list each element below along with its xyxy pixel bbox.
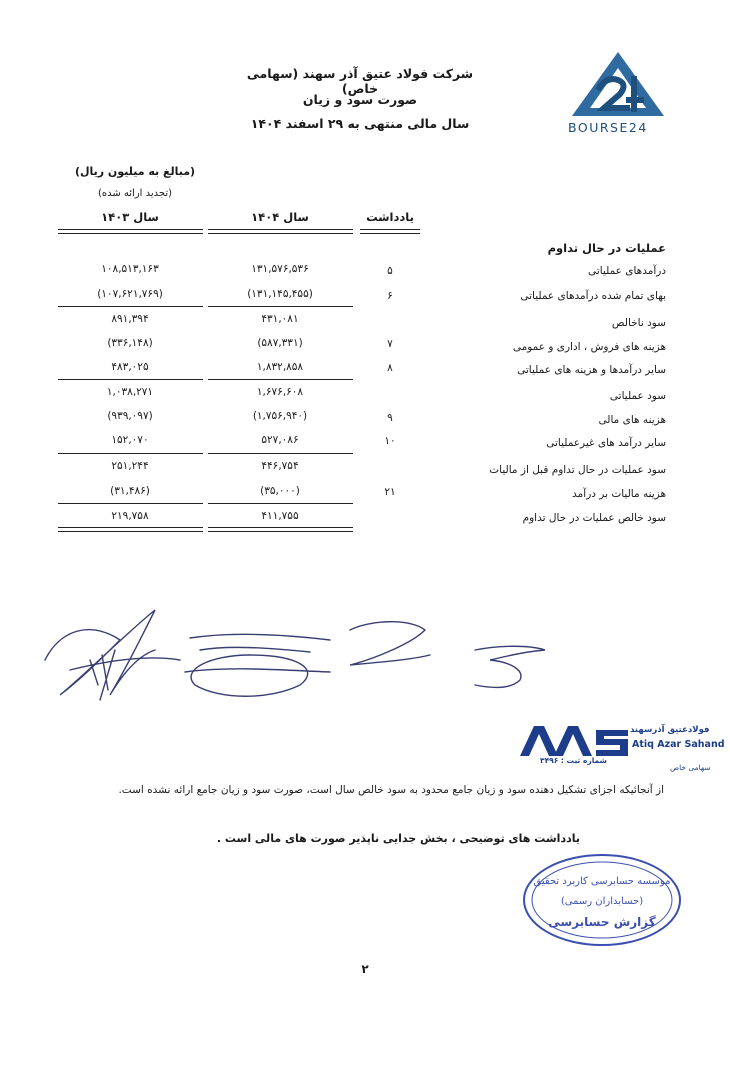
total-double-rule <box>208 527 353 532</box>
row-label: بهای تمام شده درآمدهای عملیاتی <box>520 290 666 302</box>
header-rule-1403 <box>58 229 203 234</box>
row-note: ۲۱ <box>384 486 396 498</box>
row-value-1403: (۹۳۹,۰۹۷) <box>107 410 153 422</box>
row-value-1403: ۲۵۱,۲۴۴ <box>111 460 149 472</box>
row-value-1403: ۲۱۹,۷۵۸ <box>111 510 149 522</box>
subtotal-rule <box>208 503 353 504</box>
period-title: سال مالی منتهی به ۲۹ اسفند ۱۴۰۴ <box>250 116 470 131</box>
row-value-1403: ۸۹۱,۳۹۴ <box>111 313 149 325</box>
total-double-rule <box>58 527 203 532</box>
subtotal-rule <box>208 306 353 307</box>
row-value-1403: ۴۸۳,۰۲۵ <box>111 361 149 373</box>
row-value-1404: ۴۴۶,۷۵۴ <box>261 460 299 472</box>
seal-company-type: سهامی خاص <box>670 763 711 772</box>
stamp-line2: (حسابداران رسمی) <box>560 896 644 907</box>
row-value-1404: ۱,۶۷۶,۶۰۸ <box>256 386 304 398</box>
row-value-1404: ۱,۸۳۲,۸۵۸ <box>256 361 304 373</box>
bourse24-logo <box>568 50 668 138</box>
company-seal <box>518 722 725 772</box>
row-value-1403: ۱,۰۳۸,۲۷۱ <box>106 386 154 398</box>
company-name: شرکت فولاد عتیق آذر سهند (سهامی خاص) <box>246 66 474 96</box>
row-value-1403: (۳۱,۴۸۶) <box>110 485 150 497</box>
row-note: ۶ <box>387 290 393 302</box>
row-note: ۷ <box>387 338 393 350</box>
column-header-note: یادداشت <box>366 210 414 224</box>
subtotal-rule <box>208 379 353 380</box>
row-label: درآمدهای عملیاتی <box>588 265 666 277</box>
row-value-1403: (۳۳۶,۱۴۸) <box>107 337 153 349</box>
subtotal-rule <box>58 379 203 380</box>
unit-note: (مبالغ به میلیون ریال) <box>74 165 196 178</box>
row-label: سود عملیاتی <box>609 390 666 402</box>
row-note: ۵ <box>387 265 393 277</box>
row-label: سایر درآمد های غیرعملیاتی <box>546 437 666 449</box>
restated-note: (تجدید ارائه شده) <box>97 188 173 199</box>
seal-persian-name: فولادعتیق آذرسهند <box>630 725 710 735</box>
aas-logo-icon <box>518 722 630 758</box>
row-label: هزینه مالیات بر درآمد <box>572 488 666 500</box>
row-value-1404: ۴۱۱,۷۵۵ <box>261 510 299 522</box>
bourse24-logo-text: BOURSE24 <box>568 120 648 135</box>
header-rule-1404 <box>208 229 353 234</box>
row-note: ۹ <box>387 412 393 424</box>
row-label: هزینه های فروش ، اداری و عمومی <box>512 341 666 353</box>
seal-registration: شماره ثبت : ۳۴۹۶ <box>540 756 607 765</box>
row-note: ۸ <box>387 362 393 374</box>
subtotal-rule <box>58 453 203 454</box>
row-value-1404: ۱۳۱,۵۷۶,۵۳۶ <box>251 263 309 275</box>
notes-notice: یادداشت های توضیحی ، بخش جدایی ناپذیر صورت های مالی است . <box>216 832 580 845</box>
section-title: عملیات در حال تداوم <box>547 241 666 255</box>
page-number: ۲ <box>361 962 369 976</box>
row-value-1403: ۱۰۸,۵۱۳,۱۶۳ <box>101 263 159 275</box>
seal-english-name: Atiq Azar Sahand <box>632 739 725 750</box>
row-value-1404: (۱,۷۵۶,۹۴۰) <box>252 410 308 422</box>
row-note: ۱۰ <box>384 435 396 447</box>
row-value-1404: (۱۳۱,۱۴۵,۴۵۵) <box>247 288 313 300</box>
row-label: سود خالص عملیات در حال تداوم <box>522 512 666 524</box>
column-header-1404: سال ۱۴۰۴ <box>251 210 309 224</box>
row-value-1403: (۱۰۷,۶۲۱,۷۶۹) <box>97 288 163 300</box>
row-value-1404: (۵۸۷,۳۳۱) <box>257 337 303 349</box>
subtotal-rule <box>208 453 353 454</box>
row-value-1404: ۵۲۷,۰۸۶ <box>261 434 299 446</box>
header-rule-note <box>360 229 420 234</box>
row-label: سایر درآمدها و هزینه های عملیاتی <box>517 364 666 376</box>
row-value-1404: (۳۵,۰۰۰) <box>260 485 300 497</box>
signatures <box>30 600 560 720</box>
subtotal-rule <box>58 306 203 307</box>
row-label: هزینه های مالی <box>598 414 666 426</box>
subtotal-rule <box>58 503 203 504</box>
auditor-stamp <box>520 850 685 950</box>
bourse24-logo-icon <box>568 50 668 120</box>
footnote: از آنجائیکه اجزای تشکیل دهنده سود و زیان جامع محدود به سود خالص سال است، صورت سود و زیان جامع ارائه نشده است. <box>118 784 664 796</box>
row-label: سود ناخالص <box>611 317 666 329</box>
row-value-1404: ۴۳۱,۰۸۱ <box>261 313 299 325</box>
stamp-line3: گزارش حسابرسی <box>548 915 656 929</box>
stamp-line1: موسسه حسابرسی کاربرد تحقیق <box>533 876 671 887</box>
column-header-1403: سال ۱۴۰۳ <box>101 210 159 224</box>
row-label: سود عملیات در حال تداوم قبل از مالیات <box>489 464 666 476</box>
statement-title: صورت سود و زیان <box>302 92 418 107</box>
row-value-1403: ۱۵۲,۰۷۰ <box>111 434 149 446</box>
